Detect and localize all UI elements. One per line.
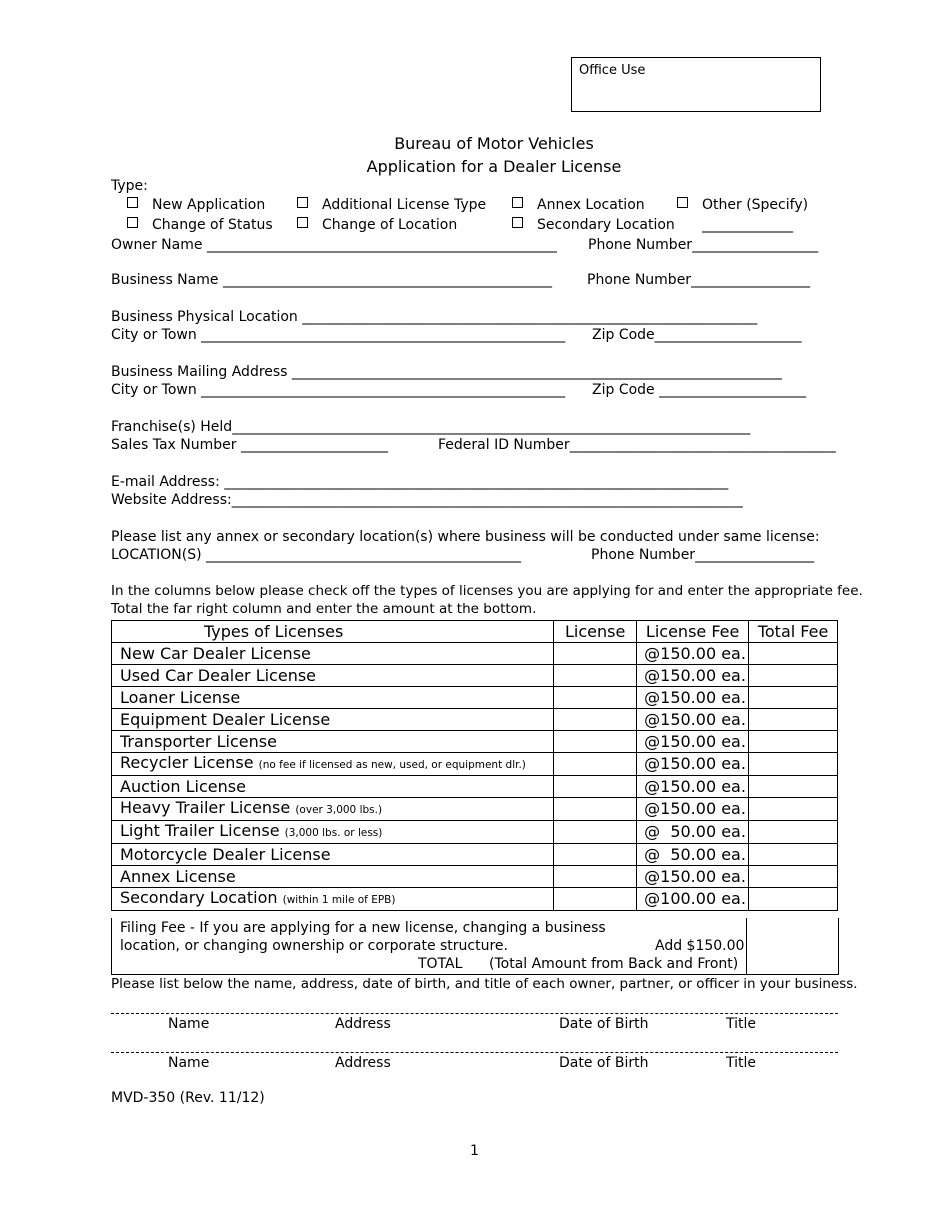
form-id: MVD-350 (Rev. 11/12) — [111, 1090, 265, 1106]
table-row — [112, 776, 838, 798]
license-note: (over 3,000 lbs.) — [295, 804, 383, 816]
license-type: Used Car Dealer License — [112, 665, 554, 687]
business-phone-field[interactable]: Phone Number_________________ — [587, 272, 811, 288]
license-type: Motorcycle Dealer License — [112, 844, 554, 866]
locations-phone-field[interactable]: Phone Number_________________ — [591, 547, 815, 563]
license-check-cell[interactable] — [554, 665, 637, 687]
locations-field[interactable]: LOCATION(S) _____________________________________________ — [111, 547, 522, 563]
license-type: Loaner License — [112, 687, 554, 709]
license-table — [111, 620, 838, 911]
owner-entry-line[interactable] — [111, 1013, 838, 1014]
type-option-change-of-status[interactable]: Change of Status — [127, 217, 273, 233]
checkbox-icon[interactable] — [512, 217, 523, 228]
license-check-cell[interactable] — [554, 821, 637, 844]
office-use-label: Office Use — [579, 63, 646, 78]
license-type: Annex License — [112, 866, 554, 888]
grand-total-cell[interactable] — [746, 918, 839, 975]
license-type: Light Trailer License (3,000 lbs. or less) — [112, 821, 554, 844]
license-type: Recycler License (no fee if licensed as new, used, or equipment dlr.) — [112, 753, 554, 776]
table-row — [112, 643, 838, 665]
checkbox-icon[interactable] — [677, 197, 688, 208]
license-fee: @ 50.00 ea. — [637, 821, 749, 844]
form-title: Application for a Dealer License — [366, 157, 622, 176]
total-label: TOTAL — [418, 956, 463, 972]
license-fee: @150.00 ea. — [637, 665, 749, 687]
table-row — [112, 821, 838, 844]
owner-col-name: Name — [168, 1055, 210, 1071]
total-fee-cell[interactable] — [749, 665, 838, 687]
type-option-annex-location[interactable]: Annex Location — [512, 197, 645, 213]
license-check-cell[interactable] — [554, 776, 637, 798]
owner-col-name: Name — [168, 1016, 210, 1032]
total-fee-cell[interactable] — [749, 798, 838, 821]
type-option-secondary-location[interactable]: Secondary Location — [512, 217, 675, 233]
total-fee-cell[interactable] — [749, 753, 838, 776]
checkbox-icon[interactable] — [127, 217, 138, 228]
table-row — [112, 665, 838, 687]
license-fee: @150.00 ea. — [637, 643, 749, 665]
table-row — [112, 731, 838, 753]
license-fee: @100.00 ea. — [637, 888, 749, 911]
license-fee: @150.00 ea. — [637, 687, 749, 709]
license-type: Secondary Location (within 1 mile of EPB) — [112, 888, 554, 911]
filing-fee-block — [111, 918, 747, 975]
license-fee: @150.00 ea. — [637, 709, 749, 731]
header-total-fee: Total Fee — [749, 621, 838, 643]
license-check-cell[interactable] — [554, 798, 637, 821]
table-row — [112, 709, 838, 731]
license-fee: @ 50.00 ea. — [637, 844, 749, 866]
total-fee-cell[interactable] — [749, 866, 838, 888]
filing-fee-line2: location, or changing ownership or corporate structure. — [120, 938, 508, 954]
license-table-header — [112, 621, 838, 643]
mailing-city-field[interactable]: City or Town ____________________________________________________ — [111, 382, 566, 398]
license-type: Transporter License — [112, 731, 554, 753]
owner-phone-field[interactable]: Phone Number__________________ — [588, 237, 819, 253]
physical-city-field[interactable]: City or Town ____________________________________________________ — [111, 327, 566, 343]
owner-col-address: Address — [335, 1016, 391, 1032]
license-note: (3,000 lbs. or less) — [284, 827, 383, 839]
license-instructions-line1: In the columns below please check off the types of licenses you are applying for and enter the appropriate fee. — [111, 583, 863, 599]
franchises-held-field[interactable]: Franchise(s) Held__________________________________________________________________________ — [111, 419, 751, 435]
license-fee: @150.00 ea. — [637, 731, 749, 753]
annex-instruction: Please list any annex or secondary location(s) where business will be conducted under same license: — [111, 529, 820, 545]
total-fee-cell[interactable] — [749, 776, 838, 798]
license-check-cell[interactable] — [554, 643, 637, 665]
federal-id-number-field[interactable]: Federal ID Number______________________________________ — [438, 437, 836, 453]
total-fee-cell[interactable] — [749, 687, 838, 709]
table-row — [112, 753, 838, 776]
total-fee-cell[interactable] — [749, 821, 838, 844]
license-check-cell[interactable] — [554, 844, 637, 866]
business-physical-location-field[interactable]: Business Physical Location _________________________________________________________________ — [111, 309, 758, 325]
total-fee-cell[interactable] — [749, 643, 838, 665]
license-check-cell[interactable] — [554, 866, 637, 888]
license-check-cell[interactable] — [554, 709, 637, 731]
page-number: 1 — [470, 1143, 479, 1159]
total-fee-cell[interactable] — [749, 888, 838, 911]
owner-name-field[interactable]: Owner Name __________________________________________________ — [111, 237, 557, 253]
owner-col-dob: Date of Birth — [559, 1055, 649, 1071]
filing-fee-amount: Add $150.00 — [655, 938, 745, 954]
license-type: New Car Dealer License — [112, 643, 554, 665]
license-instructions-line2: Total the far right column and enter the amount at the bottom. — [111, 601, 537, 617]
office-use-box — [571, 57, 821, 112]
license-type: Equipment Dealer License — [112, 709, 554, 731]
total-fee-cell[interactable] — [749, 844, 838, 866]
mailing-zip-field[interactable]: Zip Code _____________________ — [592, 382, 807, 398]
owner-entry-line[interactable] — [111, 1052, 838, 1053]
owner-col-title: Title — [726, 1055, 757, 1071]
total-fee-cell[interactable] — [749, 709, 838, 731]
license-type: Heavy Trailer License (over 3,000 lbs.) — [112, 798, 554, 821]
business-mailing-address-field[interactable]: Business Mailing Address ______________________________________________________________________ — [111, 364, 782, 380]
checkbox-icon[interactable] — [127, 197, 138, 208]
table-row — [112, 844, 838, 866]
header-license-fee: License Fee — [637, 621, 749, 643]
type-option-change-of-location[interactable]: Change of Location — [297, 217, 457, 233]
total-note: (Total Amount from Back and Front) — [489, 956, 739, 972]
type-label: Type: — [111, 178, 148, 194]
table-row — [112, 798, 838, 821]
business-name-field[interactable]: Business Name _______________________________________________ — [111, 272, 552, 288]
bureau-title: Bureau of Motor Vehicles — [394, 134, 594, 153]
type-option-additional-license-type[interactable]: Additional License Type — [297, 197, 486, 213]
other-specify-blank[interactable]: _____________ — [702, 217, 793, 233]
type-option-other[interactable]: Other (Specify) — [677, 197, 808, 213]
filing-fee-line1: Filing Fee - If you are applying for a new license, changing a business — [120, 920, 606, 936]
owner-col-address: Address — [335, 1055, 391, 1071]
owners-instruction: Please list below the name, address, date of birth, and title of each owner, partner, or officer in your business. — [111, 976, 858, 992]
license-fee: @150.00 ea. — [637, 753, 749, 776]
license-check-cell[interactable] — [554, 753, 637, 776]
license-check-cell[interactable] — [554, 888, 637, 911]
checkbox-icon[interactable] — [297, 197, 308, 208]
email-address-field[interactable]: E-mail Address: ________________________________________________________________________ — [111, 474, 729, 490]
license-fee: @150.00 ea. — [637, 866, 749, 888]
type-option-new-application[interactable]: New Application — [127, 197, 265, 213]
table-row — [112, 687, 838, 709]
owner-col-dob: Date of Birth — [559, 1016, 649, 1032]
license-fee: @150.00 ea. — [637, 798, 749, 821]
website-address-field[interactable]: Website Address:_________________________________________________________________________ — [111, 492, 743, 508]
owner-col-title: Title — [726, 1016, 757, 1032]
table-row — [112, 866, 838, 888]
physical-zip-field[interactable]: Zip Code_____________________ — [592, 327, 802, 343]
license-fee: @150.00 ea. — [637, 776, 749, 798]
header-license: License — [554, 621, 637, 643]
license-check-cell[interactable] — [554, 731, 637, 753]
license-check-cell[interactable] — [554, 687, 637, 709]
checkbox-icon[interactable] — [297, 217, 308, 228]
total-fee-cell[interactable] — [749, 731, 838, 753]
license-note: (within 1 mile of EPB) — [282, 894, 396, 906]
license-type: Auction License — [112, 776, 554, 798]
sales-tax-number-field[interactable]: Sales Tax Number _____________________ — [111, 437, 388, 453]
license-note: (no fee if licensed as new, used, or equipment dlr.) — [258, 759, 526, 771]
header-types-of-licenses: Types of Licenses — [112, 621, 554, 643]
table-row — [112, 888, 838, 911]
checkbox-icon[interactable] — [512, 197, 523, 208]
